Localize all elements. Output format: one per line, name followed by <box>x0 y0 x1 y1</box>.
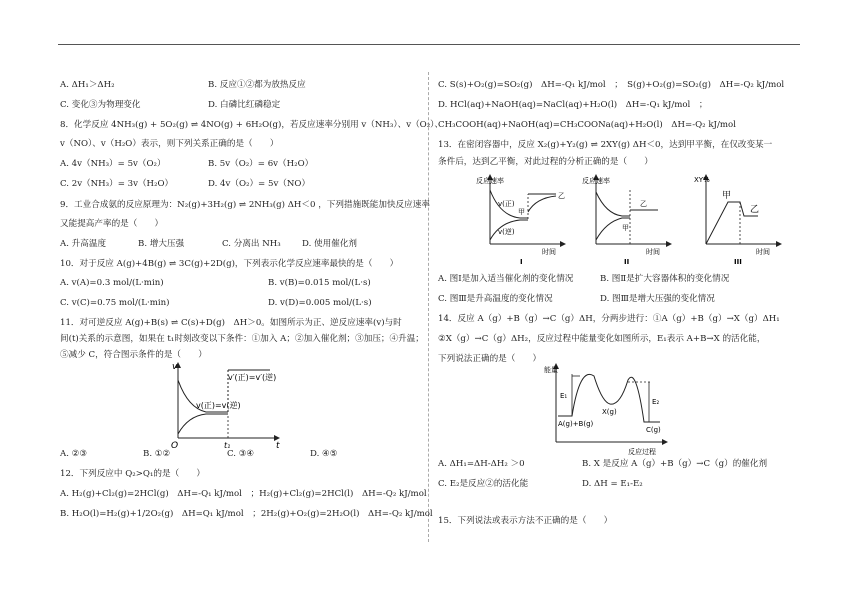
q14-c-label: C(g) <box>646 426 661 434</box>
q11-t-axis-label: t <box>276 441 280 451</box>
q14-e1-label: E₁ <box>560 392 568 400</box>
column-divider <box>428 72 429 542</box>
q13-option-b[interactable]: B. 图Ⅱ是扩大容器体积的变化情况 <box>600 274 730 284</box>
q10-stem: 10．对于反应 A(g)+4B(g) ⇌ 3C(g)+2D(g)，下列表示化学反应速率最快的是（ ） <box>60 259 399 269</box>
q13-g3-xlabel: 时间 <box>756 248 770 256</box>
q7-option-c[interactable]: C. 变化③为物理变化 <box>60 100 141 110</box>
q13-g1-ylabel: 反应速率 <box>476 177 504 185</box>
q11-stem-line1: 11．对可逆反应 A(g)+B(s) ⇌ C(s)+D(g) ΔH＞0。如图所示为正、逆反应速率(v)与时 <box>60 318 402 328</box>
q13-g2-yi: 乙 <box>640 200 647 208</box>
q8-option-a[interactable]: A. 4v（NH₃）= 5v（O₂） <box>60 159 166 169</box>
q8-option-c[interactable]: C. 2v（NH₃）= 3v（H₂O） <box>60 179 174 189</box>
q11-rate-time-graph <box>166 360 282 450</box>
q12-option-d-line2: CH₃COOH(aq)+NaOH(aq)=CH₃COONa(aq)+H₂O(l) ΔH=-Q₂ kJ/mol <box>438 120 736 130</box>
q13-graph-2 <box>582 172 674 264</box>
q11-option-a[interactable]: A. ②③ <box>60 449 88 459</box>
q9-option-b[interactable]: B. 增大压强 <box>138 239 185 249</box>
q13-g1-zheng: v(正) <box>498 200 515 208</box>
q14-option-c[interactable]: C. E₂是反应②的活化能 <box>438 479 529 489</box>
q13-g2-jia: 甲 <box>622 224 629 232</box>
q12-option-d-line1[interactable]: D. HCl(aq)+NaOH(aq)=NaCl(aq)+H₂O(l) ΔH=-Q₁ kJ/mol ； <box>438 100 708 110</box>
q9-option-d[interactable]: D. 使用催化剂 <box>302 239 358 249</box>
q13-g3-jia: 甲 <box>722 191 732 201</box>
q13-g2-ylabel: 反应速率 <box>582 177 610 185</box>
q9-option-c[interactable]: C. 分离出 NH₃ <box>222 239 281 249</box>
q14-xlabel: 反应过程 <box>628 448 656 456</box>
q10-option-c[interactable]: C. v(C)=0.75 mol/(L·min) <box>60 298 170 308</box>
q13-g1-yi: 乙 <box>558 192 565 200</box>
q12-option-c[interactable]: C. S(s)+O₂(g)=SO₂(g) ΔH=-Q₁ kJ/mol ； S(g)+O₂(g)=SO₂(g) ΔH=-Q₂ kJ/mol <box>438 80 785 90</box>
q13-g3-caption: III <box>734 258 742 266</box>
q15-stem: 15．下列说法或表示方法不正确的是（ ） <box>438 516 613 526</box>
q8-option-d[interactable]: D. 4v（O₂）= 5v（NO） <box>208 179 311 189</box>
q10-option-b[interactable]: B. v(B)=0.015 mol/(L·s) <box>268 278 371 288</box>
q13-stem-line1: 13．在密闭容器中，反应 X₂(g)+Y₂(g) ⇌ 2XY(g) ΔH＜0，达到甲平衡，在仅改变某一 <box>438 140 773 150</box>
q14-stem-line1: 14．反应 A（g）+B（g）→C（g）ΔH，分两步进行：①A（g）+B（g）→X（g）ΔH₁ <box>438 314 780 324</box>
q11-option-d[interactable]: D. ④⑤ <box>310 449 338 459</box>
q8-stem-line2: v（NO）、v（H₂O）表示，则下列关系正确的是（ ） <box>60 139 279 149</box>
q13-option-c[interactable]: C. 图Ⅲ是升高温度的变化情况 <box>438 294 553 304</box>
q7-option-a[interactable]: A. ΔH₁＞ΔH₂ <box>60 80 115 90</box>
q11-origin-label: O <box>171 441 179 451</box>
q12-option-b[interactable]: B. H₂O(l)=H₂(g)+1/2O₂(g) ΔH=Q₁ kJ/mol ；2H₂(g)+O₂(g)=2H₂O(l) ΔH=-Q₂ kJ/mol <box>60 509 433 519</box>
q14-option-b[interactable]: B. X 是反应 A（g）+B（g）→C（g）的催化剂 <box>582 459 768 469</box>
q13-g2-caption: II <box>624 258 630 266</box>
q9-option-a[interactable]: A. 升高温度 <box>60 239 107 249</box>
q11-t1-label: t₁ <box>224 441 231 450</box>
header-rule <box>58 44 800 45</box>
q13-g1-jia: 甲 <box>518 208 525 216</box>
q14-stem-line3: 下列说法正确的是（ ） <box>438 354 542 364</box>
q13-g2-xlabel: 时间 <box>646 248 660 256</box>
q13-g1-caption: I <box>520 258 523 266</box>
q14-option-a[interactable]: A. ΔH₁=ΔH-ΔH₂ ＞0 <box>438 459 525 469</box>
q13-option-d[interactable]: D. 图Ⅲ是增大压强的变化情况 <box>600 294 715 304</box>
q11-option-b[interactable]: B. ①② <box>143 449 171 459</box>
q12-stem: 12．下列反应中 Q₂>Q₁的是（ ） <box>60 469 205 479</box>
q14-x-label: X(g) <box>602 408 617 416</box>
q13-graph-3 <box>692 172 792 264</box>
q13-g3-yi: 乙 <box>750 205 760 215</box>
q14-stem-line2: ②X（g）→C（g）ΔH₂，反应过程中能量变化如图所示，E₁表示 A+B→X 的活化能， <box>438 334 766 344</box>
q11-v-axis-label: v <box>172 362 178 372</box>
q11-before-label: v(正)=v(逆) <box>196 401 241 410</box>
q13-g1-xlabel: 时间 <box>542 248 556 256</box>
q13-g3-ylabel: XY% <box>694 176 710 184</box>
q8-option-b[interactable]: B. 5v（O₂）= 6v（H₂O） <box>208 159 314 169</box>
q9-stem-line2: 又能提高产率的是（ ） <box>60 219 164 229</box>
q13-g1-ni: v(逆) <box>498 228 515 236</box>
q9-stem-line1: 9．工业合成氨的反应原理为：N₂(g)+3H₂(g) ⇌ 2NH₃(g) ΔH＜0 ，下列措施既能加快反应速率 <box>60 200 430 210</box>
q8-stem-line1: 8．化学反应 4NH₃(g) + 5O₂(g) ⇌ 4NO(g) + 6H₂O(g)，若反应速率分别用 v（NH₃）、v（O₂）、 <box>60 120 444 130</box>
q12-option-a[interactable]: A. H₂(g)+Cl₂(g)=2HCl(g) ΔH=-Q₁ kJ/mol ；H₂(g)+Cl₂(g)=2HCl(l) ΔH=-Q₂ kJ/mol <box>60 489 427 499</box>
q13-stem-line2: 条件后，达到乙平衡，对此过程的分析正确的是（ ） <box>438 157 653 167</box>
q14-ylabel: 能量 <box>544 366 558 374</box>
q11-stem-line2: 间(t)关系的示意图，如果在 t₁时刻改变以下条件：①加入 A；②加入催化剂；③加压；④升温； <box>60 334 424 344</box>
q14-option-d[interactable]: D. ΔH = E₁-E₂ <box>582 479 643 489</box>
q14-e2-label: E₂ <box>652 398 660 406</box>
q13-graph-1 <box>476 172 568 264</box>
q11-option-c[interactable]: C. ③④ <box>227 449 255 459</box>
q13-option-a[interactable]: A. 图Ⅰ是加入适当催化剂的变化情况 <box>438 274 574 284</box>
q11-stem-line3: ⑤减少 C，符合图示条件的是（ ） <box>60 350 207 360</box>
q10-option-a[interactable]: A. v(A)=0.3 mol/(L·min) <box>60 278 164 288</box>
q14-ab-label: A(g)+B(g) <box>558 420 594 428</box>
q7-option-b[interactable]: B. 反应①②都为放热反应 <box>208 80 306 90</box>
q10-option-d[interactable]: D. v(D)=0.005 mol/(L·s) <box>268 298 372 308</box>
q7-option-d[interactable]: D. 白磷比红磷稳定 <box>208 100 281 110</box>
q11-after-label: v′(正)=v′(逆) <box>228 373 277 382</box>
q14-energy-diagram <box>536 360 686 456</box>
